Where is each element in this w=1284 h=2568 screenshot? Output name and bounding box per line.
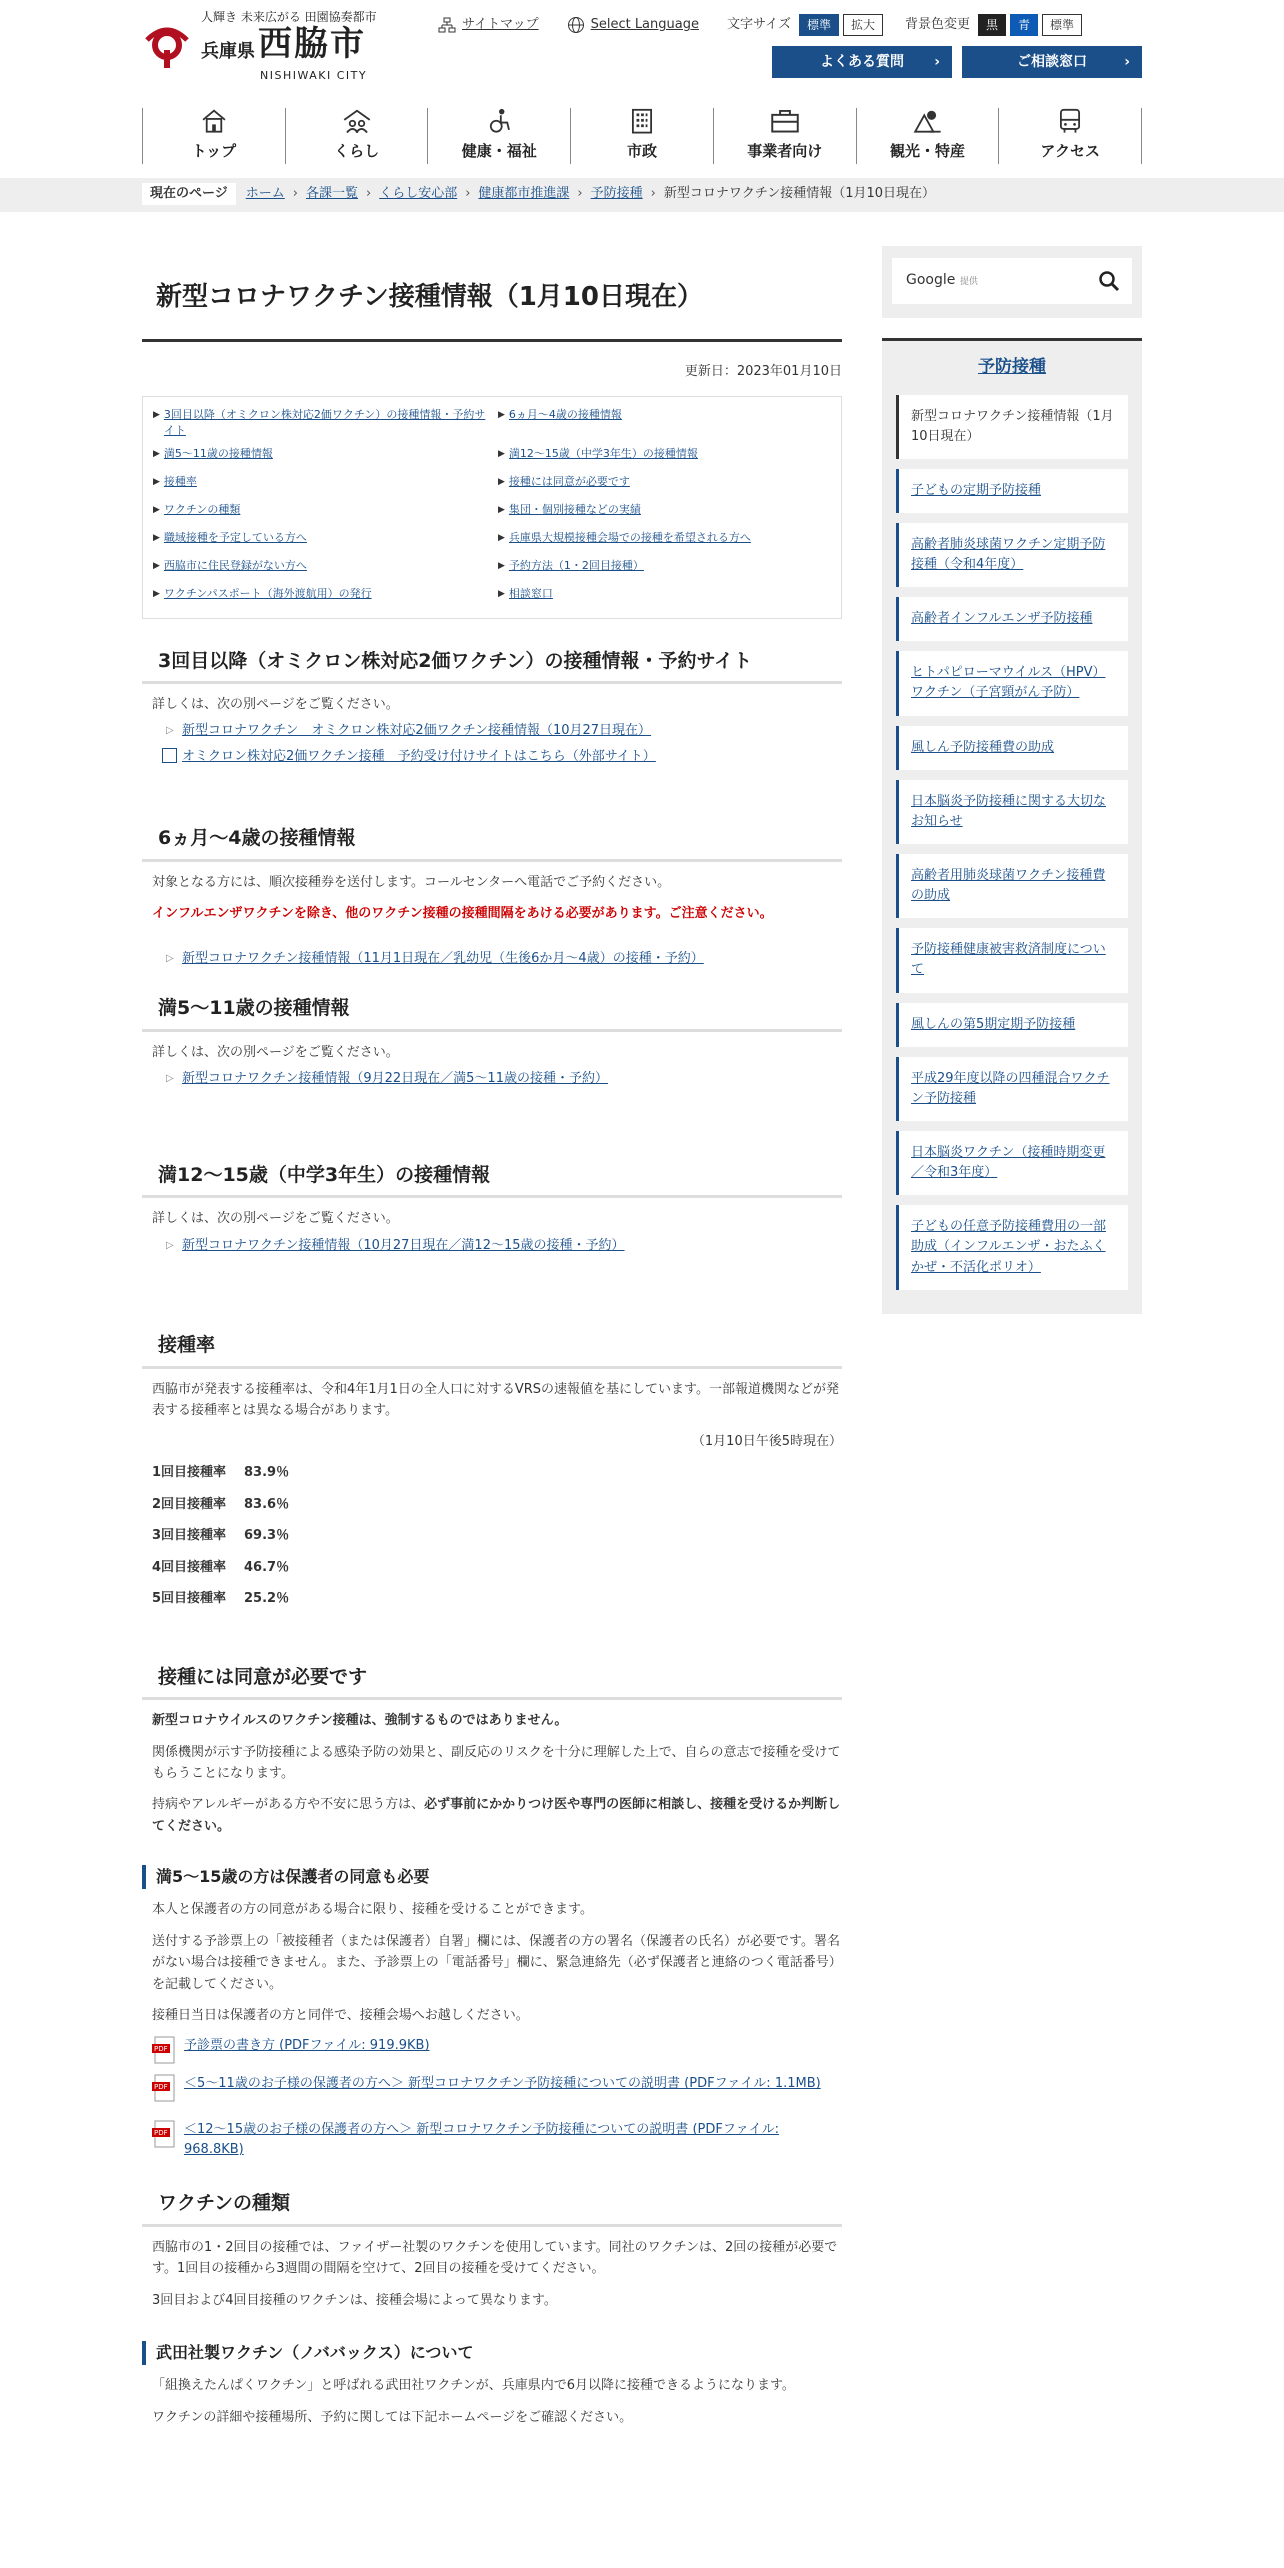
section-text: 詳しくは、次の別ページをご覧ください。 (152, 1211, 399, 1227)
header-buttons (772, 46, 1142, 78)
gnav-government[interactable]: 市政 (570, 108, 713, 164)
arrow-right-icon: ▶ (498, 476, 505, 487)
sidebar-item[interactable]: 高齢者インフルエンザ予防接種 (896, 597, 1128, 641)
arrow-right-icon: ▶ (153, 588, 160, 599)
toc-item[interactable]: ▶ 満5～11歳の接種情報 (153, 446, 273, 460)
arrow-right-icon: ▶ (498, 588, 505, 599)
sidebar-item[interactable]: 予防接種健康被害救済制度について (896, 928, 1128, 992)
arrow-right-icon: ▶ (153, 504, 160, 515)
section-heading: 満5～11歳の接種情報 (142, 994, 842, 1032)
chevron-right-icon: › (934, 54, 940, 70)
section-text: 3回目および4回目接種のワクチンは、接種会場によって異なります。 (152, 2292, 557, 2308)
site-search (882, 246, 1142, 318)
sidebar-nav (882, 338, 1142, 1314)
sitemap-link[interactable]: サイトマップ (438, 15, 539, 35)
content-link[interactable]: ▷ 新型コロナワクチン接種情報（11月1日現在／乳幼児（生後6か月～4歳）の接種・予約） (166, 950, 704, 966)
section-text: 詳しくは、次の別ページをご覧ください。 (152, 1044, 399, 1060)
content-link[interactable]: ▷ 新型コロナワクチン オミクロン株対応2価ワクチン接種情報（10月27日現在） (166, 723, 652, 739)
arrow-right-icon: ▶ (498, 409, 505, 420)
search-icon[interactable] (1098, 270, 1120, 292)
section-heading: 3回目以降（オミクロン株対応2価ワクチン）の接種情報・予約サイト (142, 647, 842, 685)
sidebar-item[interactable]: ヒトパピローマウイルス（HPV）ワクチン（子宮頸がん予防） (896, 651, 1128, 715)
gnav-tourism[interactable]: 観光・特産 (856, 108, 999, 164)
triangle-right-icon: ▷ (166, 1239, 174, 1251)
toc-item[interactable]: ▶ 集団・個別接種などの実績 (498, 502, 641, 516)
sidebar-item[interactable]: 風しん予防接種費の助成 (896, 726, 1128, 770)
rate-row: 5回目接種率 25.2％ (152, 1591, 290, 1607)
subsection-heading: 満5～15歳の方は保護者の同意も必要 (142, 1865, 842, 1889)
gnav-living[interactable]: くらし (285, 108, 428, 164)
arrow-right-icon: ▶ (153, 560, 160, 571)
faq-button[interactable]: よくある質問 › (772, 46, 952, 78)
section-heading: 接種には同意が必要です (142, 1663, 842, 1701)
updated-date: 更新日：2023年01月10日 (684, 364, 842, 379)
section-text: 西脇市が発表する接種率は、令和4年1月1日の全人口に対するVRSの速報値を基にしています。一部報道機関などが発表する接種率とは異なる場合があります。 (152, 1381, 839, 1419)
toc-item[interactable]: ▶ 接種率 (153, 474, 197, 488)
bg-black-button[interactable]: 黒 (978, 14, 1006, 36)
arrow-right-icon: ▶ (153, 476, 160, 487)
arrow-right-icon: ▶ (498, 532, 505, 543)
site-logo[interactable] (142, 8, 382, 86)
globe-icon (567, 16, 585, 34)
main-content (142, 246, 842, 2428)
page-title: 新型コロナワクチン接種情報（1月10日現在） (142, 246, 842, 342)
prefecture-name: 兵庫県 (201, 41, 255, 62)
breadcrumb-separator: › (650, 186, 656, 201)
breadcrumb-category[interactable]: 予防接種 (590, 186, 643, 201)
section-text: 関係機関が示す予防接種による感染予防の効果と、副反応のリスクを十分に理解した上で、自らの意志で接種を受けてもらうことになります。 (152, 1744, 841, 1781)
external-link-icon (162, 748, 177, 763)
bus-icon (1056, 108, 1084, 134)
svg-text:PDF: PDF (154, 2129, 168, 2138)
breadcrumb-current: 新型コロナワクチン接種情報（1月10日現在） (663, 186, 936, 201)
chevron-right-icon: › (1124, 54, 1130, 70)
gnav-health[interactable]: 健康・福祉 (427, 108, 570, 164)
bg-color-label: 背景色変更 (904, 17, 970, 33)
city-emblem-icon (142, 20, 192, 70)
site-header (0, 0, 1284, 176)
section-heading: ワクチンの種類 (142, 2189, 842, 2227)
pdf-link[interactable]: PDF 予診票の書き方 (PDFファイル: 919.9KB) (142, 2036, 842, 2064)
sidebar (882, 246, 1142, 1314)
arrow-right-icon: ▶ (153, 448, 160, 459)
rate-row: 4回目接種率 46.7％ (152, 1559, 290, 1575)
sidebar-item[interactable]: 高齢者用肺炎球菌ワクチン接種費の助成 (896, 854, 1128, 918)
briefcase-icon (769, 108, 801, 134)
section-text: 接種日当日は保護者の方と同伴で、接種会場へお越しください。 (152, 2008, 529, 2023)
pdf-link[interactable]: PDF ＜5～11歳のお子様の保護者の方へ＞ 新型コロナワクチン予防接種についての説明書 (PDFファイル: 1.1MB) (142, 2074, 842, 2102)
pdf-icon (152, 2036, 178, 2064)
arrow-right-icon: ▶ (498, 560, 505, 571)
toc-item[interactable]: ▶ 相談窓口 (498, 586, 553, 600)
rate-row: 2回目接種率 83.6％ (152, 1496, 290, 1512)
rate-row: 1回目接種率 83.9％ (152, 1465, 290, 1481)
toc-item[interactable]: ▶ 接種には同意が必要です (498, 474, 630, 488)
breadcrumb-division[interactable]: くらし安心部 (379, 186, 458, 201)
pdf-icon (152, 2074, 178, 2102)
sidebar-item[interactable]: 平成29年度以降の四種混合ワクチン予防接種 (896, 1057, 1128, 1121)
triangle-right-icon: ▷ (166, 1073, 174, 1085)
bg-blue-button[interactable]: 青 (1010, 14, 1038, 36)
font-size-label: 文字サイズ (726, 17, 791, 33)
section-heading: 満12～15歳（中学3年生）の接種情報 (142, 1161, 842, 1199)
section-text: 持病やアレルギーがある方や不安に思う方は、必ず事前にかかりつけ医や専門の医師に相談し、接種を受けるか判断してください。 (152, 1797, 841, 1834)
toc-item[interactable]: ▶ ワクチンの種類 (153, 502, 241, 516)
sidebar-item-current: 新型コロナワクチン接種情報（1月10日現在） (896, 395, 1128, 459)
sidebar-item[interactable]: 子どもの定期予防接種 (896, 469, 1128, 513)
city-name-en: NISHIWAKI CITY (260, 69, 368, 82)
city-name: 西脇市 (258, 24, 366, 64)
font-large-button[interactable]: 拡大 (843, 14, 883, 36)
sidebar-item[interactable]: 日本脳炎ワクチン（接種時期変更／令和3年度） (896, 1131, 1128, 1195)
warning-text: インフルエンザワクチンを除き、他のワクチン接種の接種間隔をあける必要があります。ご注意ください。 (152, 906, 773, 922)
font-standard-button[interactable]: 標準 (799, 14, 839, 36)
section-heading: 6ヵ月～4歳の接種情報 (142, 824, 842, 862)
sidebar-item[interactable]: 風しんの第5期定期予防接種 (896, 1003, 1128, 1047)
subsection-heading: 武田社製ワクチン（ノババックス）について (142, 2341, 842, 2365)
section-text-bold: 新型コロナウイルスのワクチン接種は、強制するものではありません。 (152, 1713, 568, 1729)
rate-timestamp: （1月10日午後5時現在） (691, 1433, 842, 1449)
section-text: 詳しくは、次の別ページをご覧ください。 (152, 697, 399, 712)
house-family-icon (340, 108, 374, 134)
toc-item[interactable]: ▶ 西脇市に住民登録がない方へ (153, 558, 307, 572)
toc-item[interactable]: ▶ 6ヵ月～4歳の接種情報 (498, 407, 622, 421)
sightseeing-icon (910, 108, 944, 134)
pdf-icon (152, 2120, 178, 2148)
arrow-right-icon: ▶ (498, 504, 505, 515)
svg-text:PDF: PDF (154, 2045, 168, 2054)
sidebar-heading[interactable]: 予防接種 (978, 357, 1046, 377)
wheelchair-icon (484, 108, 514, 134)
breadcrumb-separator: › (365, 186, 372, 201)
sidebar-item[interactable]: 高齢者肺炎球菌ワクチン定期予防接種（令和4年度） (896, 523, 1128, 587)
consult-button[interactable]: ご相談窓口 › (962, 46, 1142, 78)
breadcrumb (0, 178, 1284, 212)
content-link[interactable]: ▷ 新型コロナワクチン接種情報（9月22日現在／満5～11歳の接種・予約） (166, 1071, 608, 1087)
section-text: 本人と保護者の方の同意がある場合に限り、接種を受けることができます。 (152, 1902, 593, 1918)
arrow-right-icon: ▶ (498, 448, 505, 459)
breadcrumb-separator: › (577, 186, 583, 201)
sidebar-item[interactable]: 子どもの任意予防接種費用の一部助成（インフルエンザ・おたふくかぜ・不活化ポリオ） (896, 1205, 1128, 1289)
toc-item[interactable]: ▶ 3回目以降（オミクロン株対応2価ワクチン）の接種情報・予約サイト (153, 407, 486, 437)
toc-item[interactable]: ▶ 予約方法（1・2回目接種） (498, 558, 644, 572)
toc-item[interactable]: ▶ 兵庫県大規模接種会場での接種を希望される方へ (498, 530, 751, 544)
language-link[interactable]: Select Language (567, 15, 699, 35)
content-link[interactable]: ▷ 新型コロナワクチン接種情報（10月27日現在／満12～15歳の接種・予約） (166, 1237, 625, 1253)
breadcrumb-separator: › (292, 186, 298, 201)
toc-item[interactable]: ▶ 職域接種を予定している方へ (153, 530, 307, 544)
breadcrumb-current-label: 現在のページ (142, 183, 236, 205)
section-text: 送付する予診票上の「被接種者（または保護者）自署」欄には、保護者の方の署名（保護者の氏名）が必要です。署名がない場合は接種できません。また、予診票上の「電話番号」欄に、緊急連絡先（必ず保護者と連絡のつく電話番号）を記載してください。 (152, 1933, 842, 1992)
gnav-business[interactable]: 事業者向け (713, 108, 856, 164)
sitemap-icon (438, 17, 456, 33)
arrow-right-icon: ▶ (153, 532, 160, 543)
triangle-right-icon: ▷ (166, 952, 174, 964)
bg-standard-button[interactable]: 標準 (1042, 14, 1082, 36)
section-text: ワクチンの詳細や接種場所、予約に関しては下記ホームページをご確認ください。 (152, 2409, 633, 2425)
utility-bar (438, 12, 1086, 38)
breadcrumb-home[interactable]: ホーム (245, 186, 285, 201)
breadcrumb-section[interactable]: 健康都市推進課 (478, 186, 570, 201)
gnav-top[interactable]: トップ (142, 108, 285, 164)
search-input[interactable] (892, 258, 1132, 304)
search-provider: Google 提供 (906, 272, 978, 288)
triangle-right-icon: ▷ (166, 725, 174, 737)
breadcrumb-departments[interactable]: 各課一覧 (305, 186, 358, 201)
external-link[interactable]: オミクロン株対応2価ワクチン接種 予約受け付けサイトはこちら（外部サイト） (142, 747, 842, 767)
building-icon (629, 108, 655, 134)
rate-row: 3回目接種率 69.3％ (152, 1528, 290, 1544)
section-text: 「組換えたんぱくワクチン」と呼ばれる武田社ワクチンが、兵庫県内で6月以降に接種できるようになります。 (152, 2378, 795, 2394)
section-text: 対象となる方には、順次接種券を送付します。コールセンターへ電話でご予約ください。 (152, 874, 671, 890)
section-text: 西脇市の1・2回目の接種では、ファイザー社製のワクチンを使用しています。同社のワクチンは、2回の接種が必要です。1回目の接種から3週間の間隔を空けて、2回目の接種を受けてください。 (152, 2239, 838, 2277)
arrow-right-icon: ▶ (153, 409, 160, 420)
toc-item[interactable]: ▶ 満12～15歳（中学3年生）の接種情報 (498, 446, 698, 460)
table-of-contents (142, 396, 842, 619)
breadcrumb-separator: › (465, 186, 471, 201)
gnav-access[interactable]: アクセス (998, 108, 1142, 164)
home-icon (199, 108, 229, 134)
global-nav (142, 108, 1142, 164)
toc-item[interactable]: ▶ ワクチンパスポート（海外渡航用）の発行 (153, 586, 372, 600)
section-heading: 接種率 (142, 1331, 842, 1369)
svg-text:PDF: PDF (154, 2083, 168, 2092)
sidebar-item[interactable]: 日本脳炎予防接種に関する大切なお知らせ (896, 780, 1128, 844)
city-tagline: 人輝き 未来広がる 田園協奏都市 (201, 10, 377, 24)
pdf-link[interactable]: PDF ＜12～15歳のお子様の保護者の方へ＞ 新型コロナワクチン予防接種についての説明書 (PDFファイル: 968.8KB) (154, 2122, 779, 2157)
